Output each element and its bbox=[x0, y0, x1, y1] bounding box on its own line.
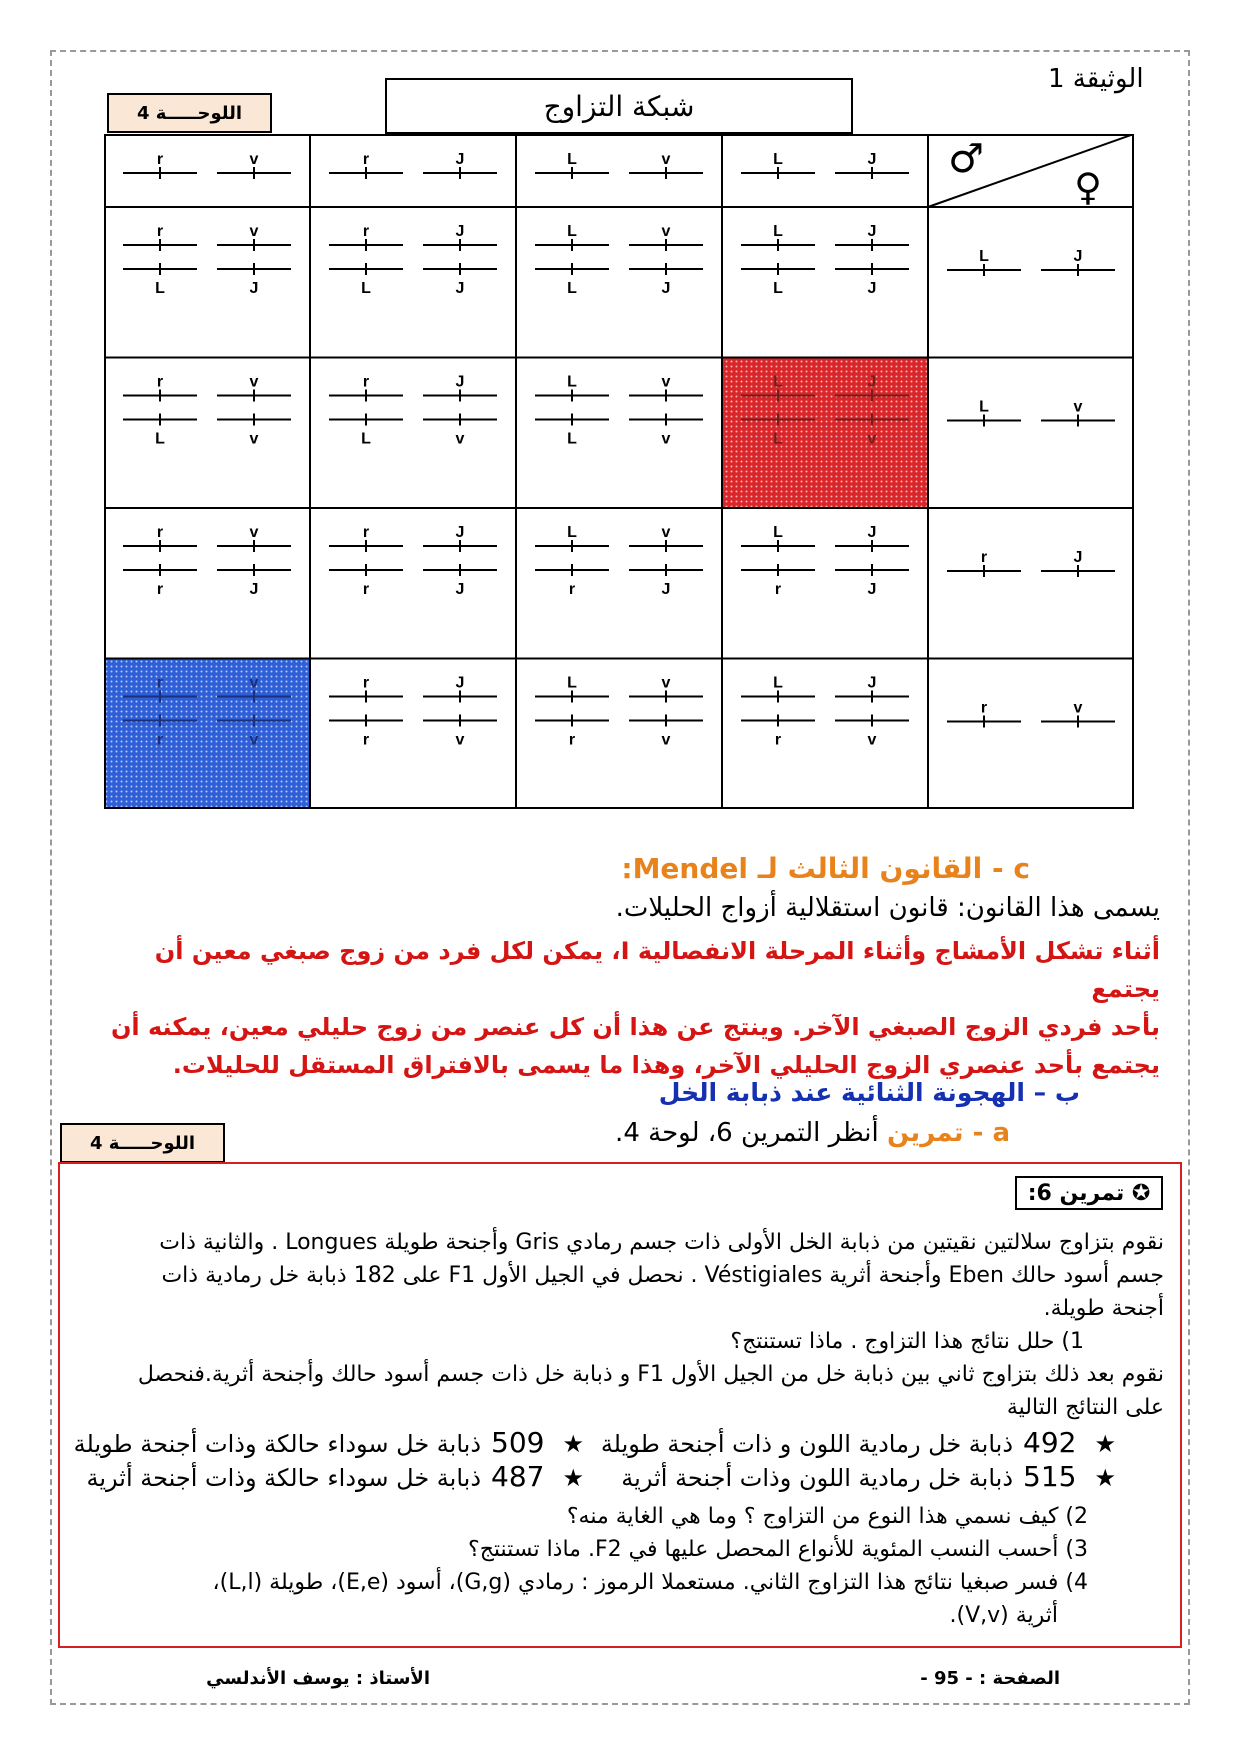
question-4: 4) فسر صبغيا نتائج هذا التزاوج الثاني. مستعملا الرموز : رمادي (G,g)، أسود (E,e)، طويلة (L,l)، bbox=[212, 1570, 1088, 1595]
allele-label: L bbox=[773, 524, 783, 541]
question-2: 2) كيف نسمي هذا النوع من التزاوج ؟ وما هي الغاية منه؟ bbox=[566, 1504, 1088, 1529]
allele-label: v bbox=[249, 731, 259, 749]
result-count: 487 bbox=[491, 1460, 545, 1493]
allele-label: v bbox=[867, 430, 877, 448]
result-count: 509 bbox=[491, 1426, 545, 1459]
result-text: ذبابة خل رمادية اللون وذات أجنحة أثرية bbox=[621, 1464, 1014, 1492]
grid-title: شبكة التزاوج bbox=[385, 78, 853, 134]
allele-label: L bbox=[773, 151, 783, 168]
allele-label: L bbox=[567, 373, 577, 391]
question-3: 3) أحسب النسب المئوية للأنواع المحصل عليها في F2. ماذا تستنتج؟ bbox=[468, 1537, 1088, 1562]
allele-label: L bbox=[361, 280, 371, 297]
allele-label: J bbox=[867, 581, 877, 598]
allele-label: v bbox=[249, 430, 259, 448]
allele-label: J bbox=[1073, 549, 1083, 566]
allele-label: r bbox=[362, 731, 370, 749]
allele-label: J bbox=[661, 581, 671, 598]
allele-label: r bbox=[156, 223, 164, 240]
paragraph-line: نقوم بعد ذلك بتزاوج ثاني بين ذبابة خل من الجيل الأول F1 و ذبابة خل ذات جسم أسود حالك وأجنحة أثرية.فنحصل bbox=[137, 1362, 1164, 1387]
allele-label: L bbox=[155, 280, 165, 297]
allele-label: v bbox=[455, 731, 465, 749]
star-icon: ★ bbox=[1094, 1464, 1116, 1492]
allele-label: v bbox=[249, 223, 259, 240]
allele-label: J bbox=[249, 280, 259, 297]
paragraph-line: أجنحة طويلة. bbox=[1043, 1296, 1164, 1321]
allele-label: r bbox=[774, 581, 782, 598]
allele-label: J bbox=[455, 581, 465, 598]
result-item bbox=[621, 1460, 1116, 1493]
male-symbol-icon: ♂ bbox=[948, 136, 984, 182]
allele-label: v bbox=[661, 223, 671, 240]
paragraph-line: نقوم بتزاوج سلالتين نقيتين من ذبابة الخل الأولى ذات جسم رمادي Gris وأجنحة طويلة Longues . والثانية ذات bbox=[159, 1230, 1164, 1255]
allele-label: L bbox=[773, 373, 783, 391]
allele-label: v bbox=[661, 430, 671, 448]
allele-label: L bbox=[979, 248, 989, 265]
allele-label: L bbox=[773, 430, 783, 448]
highlight-cell bbox=[104, 659, 310, 810]
star-icon: ★ bbox=[562, 1430, 584, 1458]
star-icon: ★ bbox=[1094, 1430, 1116, 1458]
allele-label: r bbox=[156, 674, 164, 692]
panel-tag-bottom: اللوحـــــة 4 bbox=[60, 1123, 225, 1163]
crossing-grid bbox=[104, 134, 1134, 809]
allele-label: L bbox=[773, 223, 783, 240]
panel-tag-top: اللوحـــــة 4 bbox=[107, 93, 272, 133]
allele-label: L bbox=[773, 674, 783, 692]
result-count: 515 bbox=[1023, 1460, 1077, 1493]
crossing-grid-svg bbox=[104, 134, 1134, 809]
allele-label: r bbox=[156, 373, 164, 391]
allele-label: r bbox=[362, 151, 370, 168]
exercise-title: ✪ تمرين 6: bbox=[1015, 1176, 1163, 1210]
allele-label: J bbox=[455, 223, 465, 240]
allele-label: L bbox=[773, 280, 783, 297]
allele-label: L bbox=[567, 674, 577, 692]
result-text: ذبابة خل سوداء حالكة وذات أجنحة أثرية bbox=[86, 1464, 482, 1492]
allele-label: L bbox=[567, 280, 577, 297]
result-count: 492 bbox=[1023, 1426, 1077, 1459]
allele-label: r bbox=[156, 151, 164, 168]
allele-label: v bbox=[661, 674, 671, 692]
allele-label: v bbox=[249, 674, 259, 692]
allele-label: v bbox=[249, 524, 259, 541]
allele-label: r bbox=[980, 699, 988, 717]
allele-label: J bbox=[867, 373, 877, 391]
mendel-line1: يسمى هذا القانون: قانون استقلالية أزواج الحليلات. bbox=[615, 893, 1160, 923]
allele-label: v bbox=[1073, 398, 1083, 416]
mendel-heading: c - القانون الثالث لـ Mendel: bbox=[621, 852, 1030, 885]
allele-label: r bbox=[156, 524, 164, 541]
allele-label: v bbox=[661, 524, 671, 541]
allele-label: J bbox=[249, 581, 259, 598]
allele-label: r bbox=[362, 581, 370, 598]
exercise-label: a - تمرين bbox=[887, 1118, 1010, 1148]
allele-label: r bbox=[362, 373, 370, 391]
allele-label: J bbox=[1073, 248, 1083, 265]
document-label: الوثيقة 1 bbox=[1048, 64, 1144, 94]
result-text: ذبابة خل سوداء حالكة وذات أجنحة طويلة bbox=[73, 1430, 482, 1458]
question-4-cont: أثرية (V,v). bbox=[949, 1603, 1058, 1628]
allele-label: J bbox=[867, 280, 877, 297]
allele-label: v bbox=[661, 373, 671, 391]
allele-label: v bbox=[867, 731, 877, 749]
allele-label: r bbox=[980, 549, 988, 566]
allele-label: L bbox=[979, 398, 989, 416]
question-1: 1) حلل نتائج هذا التزاوج . ماذا تستنتج؟ bbox=[730, 1329, 1084, 1354]
allele-label: L bbox=[567, 223, 577, 240]
page-number: الصفحة : - 95 - bbox=[920, 1668, 1060, 1689]
allele-label: J bbox=[661, 280, 671, 297]
allele-label: J bbox=[455, 151, 465, 168]
highlight-cell bbox=[722, 358, 928, 509]
result-item bbox=[87, 1460, 585, 1493]
allele-label: L bbox=[567, 151, 577, 168]
mendel-red-line: أثناء تشكل الأمشاج وأثناء المرحلة الانفصالية I، يمكن لكل فرد من زوج صبغي معين أن يجتمع bbox=[154, 937, 1160, 1003]
allele-label: r bbox=[774, 731, 782, 749]
paragraph-line: جسم أسود حالك Eben وأجنحة أثرية Véstigiales . نحصل في الجيل الأول F1 على 182 ذبابة خل رمادية ذات bbox=[161, 1263, 1164, 1288]
allele-label: r bbox=[568, 731, 576, 749]
result-text: ذبابة خل رمادية اللون و ذات أجنحة طويلة bbox=[600, 1430, 1014, 1458]
allele-label: J bbox=[867, 674, 877, 692]
allele-label: L bbox=[155, 430, 165, 448]
allele-label: J bbox=[455, 373, 465, 391]
mendel-red-line: يجتمع بأحد عنصري الزوج الحليلي الآخر، وهذا ما يسمى بالافتراق المستقل للحليلات. bbox=[172, 1051, 1160, 1079]
result-item bbox=[74, 1426, 584, 1459]
allele-label: J bbox=[455, 674, 465, 692]
allele-label: r bbox=[568, 581, 576, 598]
allele-label: J bbox=[867, 151, 877, 168]
allele-label: L bbox=[567, 524, 577, 541]
allele-label: L bbox=[361, 430, 371, 448]
allele-label: v bbox=[249, 151, 259, 168]
female-symbol-icon: ♀ bbox=[1074, 165, 1102, 209]
allele-label: L bbox=[567, 430, 577, 448]
exercise-ref: أنظر التمرين 6، لوحة 4. bbox=[615, 1118, 879, 1148]
allele-label: J bbox=[867, 223, 877, 240]
allele-label: v bbox=[1073, 699, 1083, 717]
allele-label: v bbox=[661, 151, 671, 168]
exercise-questions bbox=[78, 1500, 1088, 1632]
result-item bbox=[601, 1426, 1116, 1459]
section-b-heading: ب – الهجونة الثنائية عند ذبابة الخل bbox=[658, 1078, 1080, 1107]
allele-label: r bbox=[362, 223, 370, 240]
mendel-red-line: بأحد فردي الزوج الصبغي الآخر. وينتج عن هذا أن كل عنصر من زوج حليلي معين، يمكنه أن bbox=[110, 1013, 1160, 1041]
star-icon: ★ bbox=[562, 1464, 584, 1492]
allele-label: v bbox=[661, 731, 671, 749]
allele-label: J bbox=[867, 524, 877, 541]
allele-label: r bbox=[156, 581, 164, 598]
author: الأستاذ : يوسف الأندلسي bbox=[206, 1668, 430, 1689]
mendel-red-text bbox=[80, 932, 1160, 1084]
allele-label: J bbox=[455, 280, 465, 297]
section-b-sub bbox=[500, 1118, 1010, 1148]
allele-label: v bbox=[455, 430, 465, 448]
paragraph-line: على النتائج التالية bbox=[1006, 1395, 1164, 1420]
allele-label: J bbox=[455, 524, 465, 541]
exercise-paragraph bbox=[78, 1226, 1164, 1424]
allele-label: v bbox=[249, 373, 259, 391]
allele-label: r bbox=[156, 731, 164, 749]
allele-label: r bbox=[362, 674, 370, 692]
allele-label: r bbox=[362, 524, 370, 541]
